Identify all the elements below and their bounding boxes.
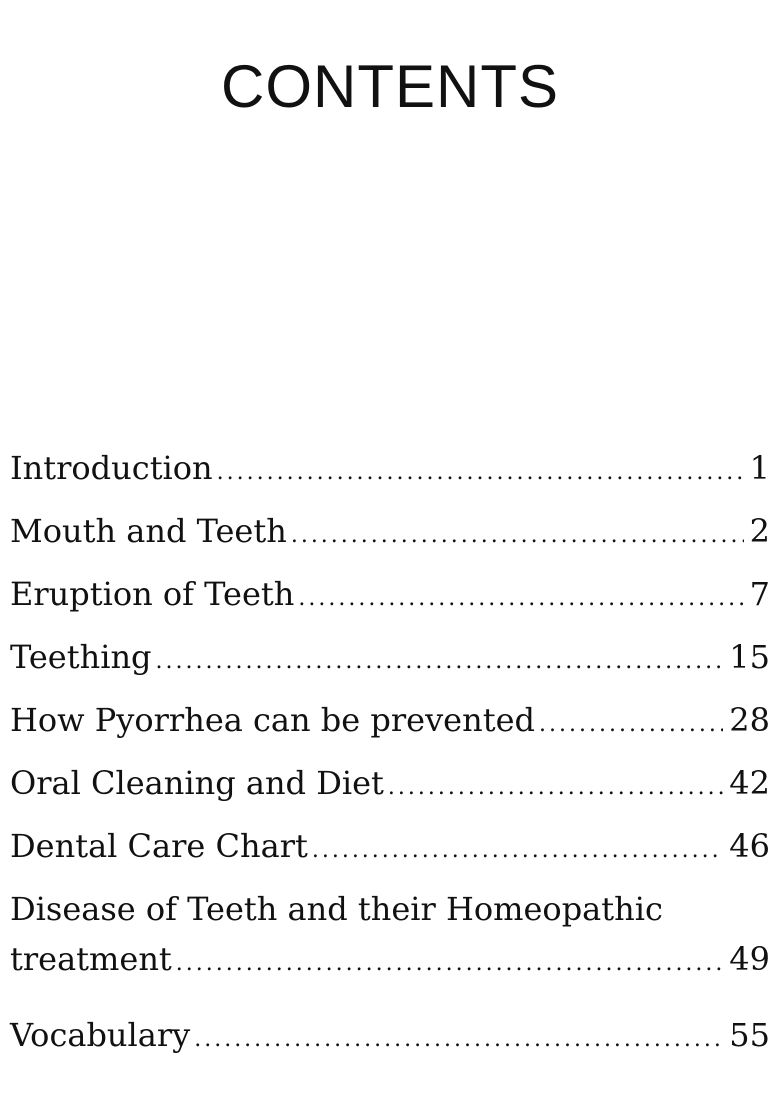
dot-leader — [539, 699, 723, 751]
dot-leader — [176, 938, 724, 990]
entry-page: 55 — [729, 1016, 770, 1054]
entry-page: 46 — [729, 827, 770, 865]
dot-leader — [217, 447, 744, 499]
entry-page: 15 — [729, 638, 770, 676]
entry-title-line2: treatment — [10, 940, 172, 978]
entry-title-line1: Disease of Teeth and their Homeopathic — [10, 890, 663, 928]
page-title: CONTENTS — [221, 53, 559, 120]
toc-entry[interactable] — [10, 1009, 770, 1072]
toc-entry[interactable] — [10, 694, 770, 757]
entry-page: 1 — [749, 449, 770, 487]
entry-title: Dental Care Chart — [10, 827, 308, 865]
entry-page: 28 — [729, 701, 770, 739]
toc-entry[interactable] — [10, 505, 770, 568]
entry-title: Mouth and Teeth — [10, 512, 287, 550]
entry-page: 7 — [749, 575, 770, 613]
dot-leader — [388, 762, 723, 814]
toc-entry[interactable] — [10, 568, 770, 631]
dot-leader — [298, 573, 743, 625]
entry-page: 49 — [729, 940, 770, 978]
entry-title: Eruption of Teeth — [10, 575, 295, 613]
dot-leader — [194, 1014, 723, 1066]
toc-entry[interactable] — [10, 757, 770, 820]
entry-title: How Pyorrhea can be prevented — [10, 701, 535, 739]
table-of-contents — [10, 442, 770, 1072]
toc-entry[interactable] — [10, 820, 770, 883]
entry-title: Introduction — [10, 449, 213, 487]
toc-entry[interactable] — [10, 442, 770, 505]
toc-entry[interactable] — [10, 631, 770, 694]
dot-leader — [156, 636, 724, 688]
entry-page: 42 — [729, 764, 770, 802]
entry-title: Vocabulary — [10, 1016, 191, 1054]
toc-entry[interactable] — [10, 883, 770, 1009]
entry-page: 2 — [749, 512, 770, 550]
dot-leader — [291, 510, 744, 562]
entry-title: Teething — [10, 638, 152, 676]
dot-leader — [312, 825, 723, 877]
entry-title: Oral Cleaning and Diet — [10, 764, 384, 802]
